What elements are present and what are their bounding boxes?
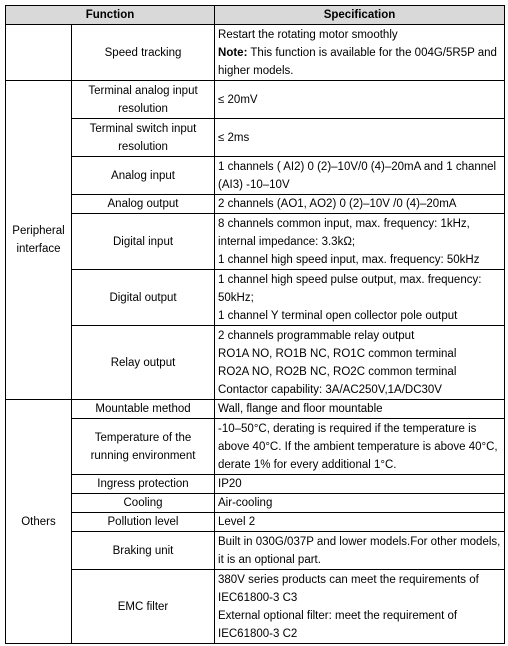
function-cell: Speed tracking	[72, 25, 215, 81]
spec-line: 1 channel high speed pulse output, max. frequency: 50kHz;	[218, 273, 482, 304]
function-cell: Digital output	[72, 270, 215, 326]
note-label: Note:	[218, 46, 248, 59]
spec-line: RO2A NO, RO2B NC, RO2C common terminal	[218, 365, 457, 378]
spec-cell	[215, 214, 505, 270]
table-row	[6, 419, 505, 475]
spec-line: Level 2	[218, 516, 256, 528]
function-cell: Pollution level	[72, 513, 215, 532]
spec-line: 2 channels programmable relay output	[218, 329, 415, 342]
function-cell: Braking unit	[72, 532, 215, 570]
spec-line: Restart the rotating motor smoothly	[218, 28, 398, 41]
spec-cell	[215, 157, 505, 195]
spec-line: ≤ 20mV	[218, 93, 258, 106]
function-cell: EMC filter	[72, 570, 215, 644]
spec-cell	[215, 270, 505, 326]
spec-line: External optional filter: meet the requirement of IEC61800-3 C2	[218, 609, 458, 640]
spec-cell	[215, 419, 505, 475]
table-row	[6, 25, 505, 81]
function-header: Function	[6, 6, 215, 25]
spec-line: Contactor capability: 3A/AC250V,1A/DC30V	[218, 383, 442, 396]
group-cell-empty	[6, 25, 72, 81]
table-row	[6, 570, 505, 644]
table-row	[6, 532, 505, 570]
header-row	[6, 6, 505, 25]
function-cell: Terminal switch input resolution	[72, 119, 215, 157]
group-cell-peripheral: Peripheral interface	[6, 81, 72, 400]
spec-line: IP20	[218, 478, 242, 490]
spec-line: -10–50°C, derating is required if the temperature is above 40°C. If the ambient temperature is above 40°C, derate 1% for every additional 1°C.	[218, 422, 498, 471]
spec-line: 380V series products can meet the requirements of IEC61800-3 C3	[218, 573, 479, 604]
spec-cell	[215, 570, 505, 644]
spec-cell	[215, 326, 505, 400]
table-row	[6, 195, 505, 214]
table-row	[6, 513, 505, 532]
function-cell: Analog output	[72, 195, 215, 214]
function-cell: Analog input	[72, 157, 215, 195]
spec-line: 2 channels (AO1, AO2) 0 (2)–10V /0 (4)–20mA	[218, 198, 457, 210]
spec-line: 1 channels ( AI2) 0 (2)–10V/0 (4)–20mA and 1 channel (AI3) -10–10V	[218, 160, 497, 191]
spec-line: 8 channels common input, max. frequency: 1kHz, internal impedance: 3.3kΩ;	[218, 217, 470, 248]
table-row	[6, 157, 505, 195]
table-row	[6, 270, 505, 326]
group-cell-others: Others	[6, 400, 72, 644]
spec-cell	[215, 532, 505, 570]
function-cell: Relay output	[72, 326, 215, 400]
spec-line: 1 channel Y terminal open collector pole output	[218, 309, 458, 322]
spec-line: 1 channel high speed input, max. frequency: 50kHz	[218, 253, 480, 266]
function-cell: Temperature of the running environment	[72, 419, 215, 475]
spec-line: Built in 030G/037P and lower models.For other models, it is an optional part.	[218, 535, 501, 566]
table-row	[6, 326, 505, 400]
spec-line: RO1A NO, RO1B NC, RO1C common terminal	[218, 347, 457, 360]
table-row	[6, 81, 505, 119]
table-row	[6, 400, 505, 419]
function-cell: Cooling	[72, 494, 215, 513]
spec-line: Wall, flange and floor mountable	[218, 403, 383, 415]
function-cell: Mountable method	[72, 400, 215, 419]
spec-cell	[215, 513, 505, 532]
function-cell: Digital input	[72, 214, 215, 270]
function-cell: Ingress protection	[72, 475, 215, 494]
spec-cell	[215, 25, 505, 81]
table-row	[6, 214, 505, 270]
note-text: This function is available for the 004G/5R5P and higher models.	[218, 46, 497, 77]
table-row	[6, 119, 505, 157]
spec-line: ≤ 2ms	[218, 131, 250, 144]
spec-cell	[215, 400, 505, 419]
spec-cell	[215, 494, 505, 513]
function-cell: Terminal analog input resolution	[72, 81, 215, 119]
spec-cell	[215, 81, 505, 119]
table-row	[6, 494, 505, 513]
specification-header: Specification	[215, 6, 505, 25]
spec-cell	[215, 195, 505, 214]
spec-cell	[215, 475, 505, 494]
spec-line: Air-cooling	[218, 497, 273, 509]
table-row	[6, 475, 505, 494]
specification-table	[5, 5, 505, 644]
spec-cell	[215, 119, 505, 157]
